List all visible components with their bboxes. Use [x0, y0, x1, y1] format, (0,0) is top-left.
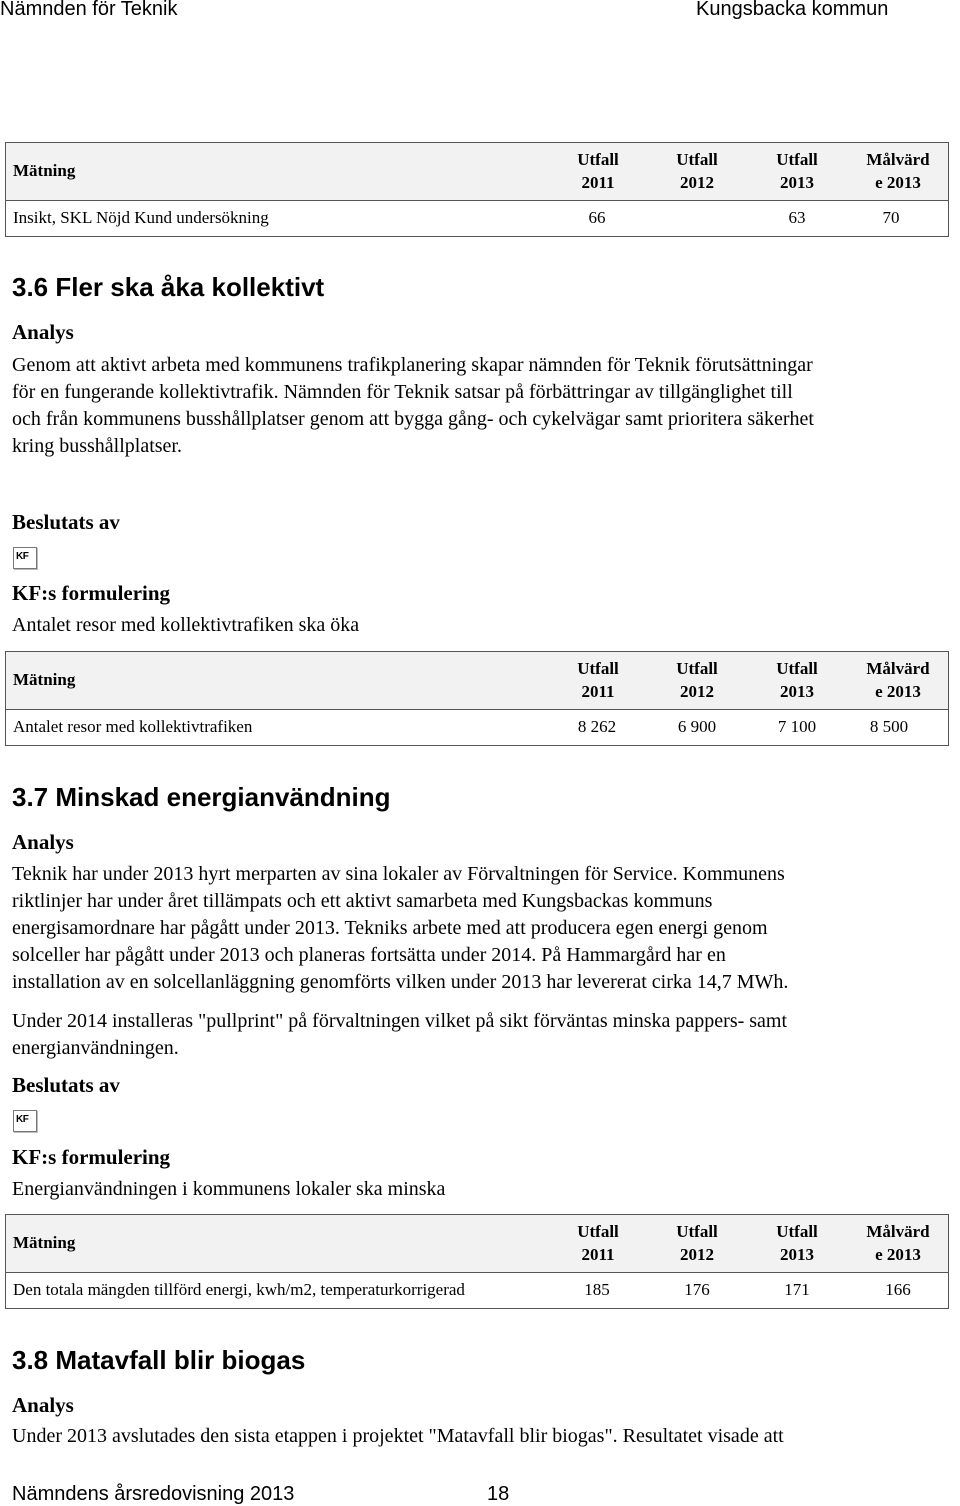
analys-heading: Analys: [12, 830, 74, 854]
col-measure: Mätning: [13, 1233, 76, 1252]
section-heading-3-7: 3.7 Minskad energianvändning: [12, 782, 391, 812]
text-line: solceller har pågått under 2013 och planeras fortsätta under 2014. På Hammargård har en: [12, 944, 726, 966]
kf-icon-text: KF: [16, 551, 29, 562]
measure-table-energy: [5, 1214, 949, 1309]
page-number: 18: [487, 1483, 510, 1505]
beslutats-heading: Beslutats av: [12, 1073, 120, 1097]
col-2012-label: Utfall: [676, 150, 718, 169]
analys-paragraph: [12, 861, 788, 996]
kf-heading: KF:s formulering: [12, 1145, 171, 1169]
table-header: [6, 1215, 948, 1273]
value-2011: 185: [584, 1280, 610, 1299]
kf-text: Antalet resor med kollektivtrafiken ska öka: [12, 614, 360, 636]
text-line: energisamordnare har pågått under 2013. Tekniks arbete med att producera egen energi genom: [12, 917, 768, 939]
measure-table-satisfaction: [5, 142, 949, 237]
row-label: Antalet resor med kollektivtrafiken: [13, 717, 253, 736]
col-2013-year: 2013: [780, 1245, 814, 1264]
col-target-label: Målvärd: [866, 150, 930, 169]
value-2012: 176: [684, 1280, 710, 1299]
section-heading-3-6: 3.6 Fler ska åka kollektivt: [12, 272, 325, 302]
col-target-label: Målvärd: [866, 1222, 930, 1241]
analys-heading: Analys: [12, 320, 74, 344]
analys-paragraph: [12, 1423, 784, 1450]
value-2013: 171: [784, 1280, 810, 1299]
col-target-label: Målvärd: [866, 659, 930, 678]
header-left: Nämnden för Teknik: [0, 0, 178, 20]
col-2012-year: 2012: [680, 682, 714, 701]
header-right: Kungsbacka kommun: [696, 0, 889, 20]
value-2011: 66: [588, 208, 606, 227]
col-2011-year: 2011: [581, 682, 615, 701]
value-2012: 6 900: [677, 717, 717, 736]
footer-title: Nämndens årsredovisning 2013: [12, 1483, 295, 1505]
text-line: Under 2014 installeras "pullprint" på förvaltningen vilket på sikt förväntas minska pappers- samt: [12, 1010, 788, 1032]
text-line: Teknik har under 2013 hyrt merparten av sina lokaler av Förvaltningen för Service. Kommunens: [12, 863, 785, 885]
kf-text: Energianvändningen i kommunens lokaler ska minska: [12, 1178, 446, 1200]
beslutats-heading: Beslutats av: [12, 510, 120, 534]
col-2011-year: 2011: [581, 173, 615, 192]
table-header: [6, 143, 948, 201]
col-2013-label: Utfall: [776, 659, 818, 678]
col-2013-year: 2013: [780, 682, 814, 701]
col-2013-year: 2013: [780, 173, 814, 192]
col-measure: Mätning: [13, 670, 76, 689]
col-2012-label: Utfall: [676, 1222, 718, 1241]
text-line: riktlinjer har under året tillämpats och ett aktivt samarbeta med Kungsbackas kommuns: [12, 890, 713, 912]
table-header: [6, 652, 948, 710]
value-2013: 7 100: [777, 717, 817, 736]
value-target: 70: [882, 208, 900, 227]
text-line: Under 2013 avslutades den sista etappen i projektet "Matavfall blir biogas". Resultatet visade att: [12, 1425, 784, 1447]
kf-icon: [13, 547, 37, 569]
col-2012-year: 2012: [680, 1245, 714, 1264]
text-line: energianvändningen.: [12, 1037, 179, 1059]
col-measure: Mätning: [13, 161, 76, 180]
analys-paragraph-2: [12, 1008, 787, 1062]
col-target-year: e 2013: [875, 682, 921, 701]
analys-paragraph: [12, 352, 814, 460]
analys-heading: Analys: [12, 1393, 74, 1417]
text-line: kring busshållplatser.: [12, 435, 182, 457]
kf-icon: [13, 1110, 37, 1132]
table-row: [6, 1273, 948, 1308]
text-line: för en fungerande kollektivtrafik. Nämnden för Teknik satsar på förbättringar av tillgänglighet till: [12, 381, 793, 403]
table-row: [6, 710, 948, 745]
value-target: 8 500: [869, 717, 909, 736]
col-2012-label: Utfall: [676, 659, 718, 678]
col-2011-label: Utfall: [577, 150, 619, 169]
value-target: 166: [885, 1280, 911, 1299]
col-2013-label: Utfall: [776, 1222, 818, 1241]
col-2012-year: 2012: [680, 173, 714, 192]
row-label: Den totala mängden tillförd energi, kwh/m2, temperaturkorrigerad: [13, 1280, 465, 1299]
section-heading-3-8: 3.8 Matavfall blir biogas: [12, 1345, 306, 1375]
col-target-year: e 2013: [875, 173, 921, 192]
col-2011-year: 2011: [581, 1245, 615, 1264]
text-line: Genom att aktivt arbeta med kommunens trafikplanering skapar nämnden för Teknik förutsättningar: [12, 354, 813, 376]
col-2011-label: Utfall: [577, 659, 619, 678]
table-row: [6, 201, 948, 236]
col-target-year: e 2013: [875, 1245, 921, 1264]
col-2013-label: Utfall: [776, 150, 818, 169]
value-2011: 8 262: [577, 717, 617, 736]
measure-table-transit: [5, 651, 949, 746]
text-line: och från kommunens busshållplatser genom att bygga gång- och cykelvägar samt prioritera säkerhet: [12, 408, 814, 430]
text-line: installation av en solcellanläggning genomförts vilken under 2013 har levererat cirka 14,7 MWh.: [12, 971, 789, 993]
col-2011-label: Utfall: [577, 1222, 619, 1241]
row-label: Insikt, SKL Nöjd Kund undersökning: [13, 208, 269, 227]
value-2013: 63: [788, 208, 806, 227]
kf-heading: KF:s formulering: [12, 581, 171, 605]
kf-icon-text: KF: [16, 1114, 29, 1125]
